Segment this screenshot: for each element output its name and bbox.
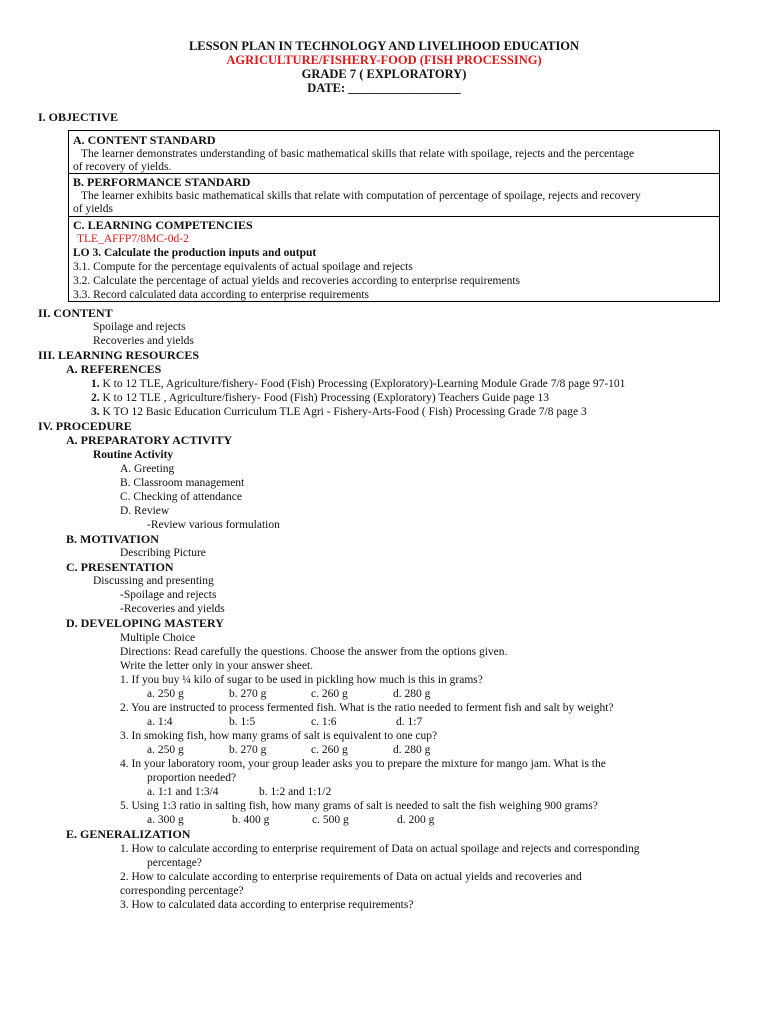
question-3-choices <box>147 743 430 757</box>
choice-d: d. 280 g <box>393 688 431 700</box>
generalization-item: 3. How to calculated data according to enterprise requirements? <box>120 899 414 911</box>
question-4: 4. In your laboratory room, your group leader asks you to prepare the mixture for mango jam. What is the <box>120 758 606 770</box>
choice-a: a. 1:4 <box>147 716 173 728</box>
performance-standard-row <box>69 174 719 217</box>
content-standard-text-2: of recovery of yields. <box>73 161 172 173</box>
routine-activity-label: Routine Activity <box>93 449 174 461</box>
competency-item: 3.3. Record calculated data according to enterprise requirements <box>73 289 369 301</box>
objective-heading: I. OBJECTIVE <box>38 110 119 124</box>
procedure-heading: IV. PROCEDURE <box>38 419 132 433</box>
generalization-item: 1. How to calculate according to enterprise requirement of Data on actual spoilage and rejects and corresponding <box>120 843 640 855</box>
presentation-item: -Spoilage and rejects <box>120 589 217 601</box>
choice-a: a. 250 g <box>147 744 184 756</box>
review-subitem: -Review various formulation <box>147 519 280 531</box>
content-standard-title: A. CONTENT STANDARD <box>73 133 216 147</box>
choice-d: d. 200 g <box>397 814 435 826</box>
mastery-directions: Write the letter only in your answer sheet. <box>120 660 314 672</box>
choice-a: a. 1:1 and 1:3/4 <box>147 786 219 798</box>
references-heading: A. REFERENCES <box>66 362 162 376</box>
question-2-choices <box>147 715 422 729</box>
preparatory-item: B. Classroom management <box>120 477 245 489</box>
document-title: LESSON PLAN IN TECHNOLOGY AND LIVELIHOOD EDUCATION <box>188 39 580 53</box>
presentation-heading: C. PRESENTATION <box>66 560 174 574</box>
question-3: 3. In smoking fish, how many grams of salt is equivalent to one cup? <box>120 730 438 742</box>
content-standard-row <box>69 131 719 174</box>
reference-item: 3. K TO 12 Basic Education Curriculum TLE Agri - Fishery-Arts-Food ( Fish) Processing Grade 7/8 page 3 <box>91 406 587 418</box>
choice-a: a. 250 g <box>147 688 184 700</box>
reference-item: 1. K to 12 TLE, Agriculture/fishery- Food (Fish) Processing (Exploratory)-Learning Module Grade 7/8 page 97-101 <box>91 378 626 390</box>
content-heading: II. CONTENT <box>38 306 113 320</box>
performance-standard-title: B. PERFORMANCE STANDARD <box>73 175 251 189</box>
mastery-heading: D. DEVELOPING MASTERY <box>66 616 224 630</box>
objective-table <box>68 130 720 302</box>
question-5-choices <box>147 813 434 827</box>
motivation-text: Describing Picture <box>120 547 206 559</box>
learning-competencies-title: C. LEARNING COMPETENCIES <box>73 218 253 232</box>
motivation-heading: B. MOTIVATION <box>66 532 159 546</box>
generalization-item: 2. How to calculate according to enterprise requirements of Data on actual yields and recoveries and <box>120 871 582 883</box>
preparatory-heading: A. PREPARATORY ACTIVITY <box>66 433 233 447</box>
grade-label: GRADE 7 ( EXPLORATORY) <box>301 67 467 81</box>
choice-b: b. 270 g <box>229 744 267 756</box>
choice-c: c. 260 g <box>311 744 348 756</box>
mastery-directions: Directions: Read carefully the questions. Choose the answer from the options given. <box>120 646 508 658</box>
date-line: DATE: __________________ <box>307 81 461 95</box>
question-1-choices <box>147 687 430 701</box>
competency-code: TLE_AFFP7/8MC-0d-2 <box>77 233 189 245</box>
competency-item: 3.1. Compute for the percentage equivalents of actual spoilage and rejects <box>73 261 413 273</box>
choice-b: b. 270 g <box>229 688 267 700</box>
choice-c: c. 260 g <box>311 688 348 700</box>
mastery-type: Multiple Choice <box>120 632 196 644</box>
choice-b: b. 1:5 <box>229 716 256 728</box>
reference-item: 2. K to 12 TLE , Agriculture/fishery- Food (Fish) Processing (Exploratory) Teachers Guide page 13 <box>91 392 550 404</box>
question-4-continued: proportion needed? <box>147 772 237 784</box>
content-item: Spoilage and rejects <box>93 321 186 333</box>
preparatory-item: A. Greeting <box>120 463 175 475</box>
performance-standard-text-2: of yields <box>73 203 113 215</box>
generalization-item-continued: corresponding percentage? <box>120 885 244 897</box>
presentation-item: -Recoveries and yields <box>120 603 225 615</box>
choice-b: b. 1:2 and 1:1/2 <box>259 786 332 798</box>
choice-b: b. 400 g <box>232 814 270 826</box>
performance-standard-text-1: The learner exhibits basic mathematical skills that relate with computation of percentage of spoilage, rejects and recovery <box>81 190 641 202</box>
resources-heading: III. LEARNING RESOURCES <box>38 348 200 362</box>
generalization-item-continued: percentage? <box>147 857 202 869</box>
learning-outcome: LO 3. Calculate the production inputs and output <box>73 247 317 259</box>
choice-a: a. 300 g <box>147 814 184 826</box>
choice-d: d. 1:7 <box>396 716 423 728</box>
question-4-choices <box>147 785 331 799</box>
choice-d: d. 280 g <box>393 744 431 756</box>
learning-competencies-row <box>69 217 719 301</box>
choice-c: c. 500 g <box>312 814 349 826</box>
preparatory-item: D. Review <box>120 505 170 517</box>
presentation-text: Discussing and presenting <box>93 575 214 587</box>
document-subtitle: AGRICULTURE/FISHERY-FOOD (FISH PROCESSING) <box>226 53 542 67</box>
question-5: 5. Using 1:3 ratio in salting fish, how many grams of salt is needed to salt the fish weighing 900 grams? <box>120 800 598 812</box>
generalization-heading: E. GENERALIZATION <box>66 827 191 841</box>
competency-item: 3.2. Calculate the percentage of actual yields and recoveries according to enterprise requirements <box>73 275 521 287</box>
preparatory-item: C. Checking of attendance <box>120 491 242 503</box>
content-standard-text-1: The learner demonstrates understanding of basic mathematical skills that relate with spoilage, rejects and the percentage <box>81 148 635 160</box>
question-1: 1. If you buy ¼ kilo of sugar to be used in pickling how much is this in grams? <box>120 674 483 686</box>
content-item: Recoveries and yields <box>93 335 194 347</box>
choice-c: c. 1:6 <box>311 716 337 728</box>
question-2: 2. You are instructed to process fermented fish. What is the ratio needed to ferment fish and salt by weight? <box>120 702 614 714</box>
